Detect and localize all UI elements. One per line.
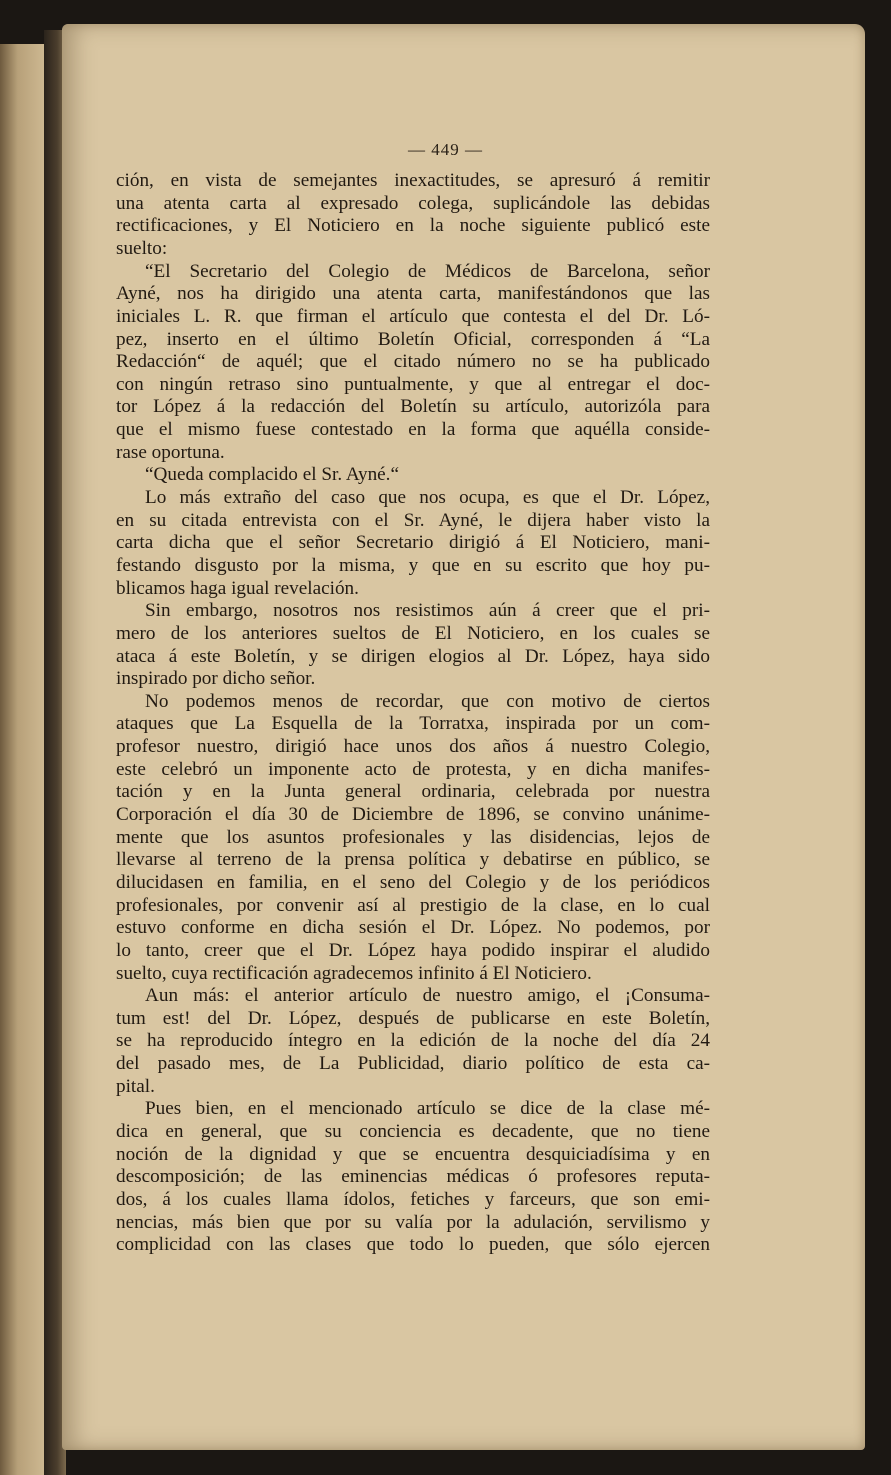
- text-line: carta dicha que el señor Secretario dirigió á El Noticiero, mani-: [116, 532, 710, 554]
- text-line: profesor nuestro, dirigió hace unos dos años á nuestro Colegio,: [116, 736, 710, 758]
- text-line: con ningún retraso sino puntualmente, y que al entregar el doc-: [116, 373, 710, 395]
- text-line: tación y en la Junta general ordinaria, celebrada por nuestra: [116, 781, 710, 803]
- text-line: No podemos menos de recordar, que con motivo de ciertos: [145, 690, 710, 712]
- text-line: mero de los anteriores sueltos de El Noticiero, en los cuales se: [116, 622, 710, 644]
- text-line: dilucidasen en familia, en el seno del Colegio y de los periódicos: [116, 871, 710, 893]
- text-line: rase oportuna.: [116, 441, 225, 463]
- text-line: tum est! del Dr. López, después de publicarse en este Boletín,: [116, 1007, 710, 1029]
- text-line: este celebró un imponente acto de protesta, y en dicha manifes-: [116, 758, 710, 780]
- text-line: dica en general, que su conciencia es decadente, que no tiene: [116, 1121, 710, 1143]
- text-line: tor López á la redacción del Boletín su artículo, autorizóla para: [116, 396, 710, 418]
- text-line: una atenta carta al expresado colega, suplicándole las debidas: [116, 192, 710, 214]
- previous-page-edge: [0, 44, 44, 1475]
- text-line: Aun más: el anterior artículo de nuestro amigo, el ¡Consuma-: [145, 985, 710, 1007]
- text-line: estuvo conforme en dicha sesión el Dr. López. No podemos, por: [116, 917, 710, 939]
- text-line: ataques que La Esquella de la Torratxa, inspirada por un com-: [116, 713, 710, 735]
- text-line: lo tanto, creer que el Dr. López haya podido inspirar el aludido: [116, 939, 710, 961]
- text-line: Pues bien, en el mencionado artículo se dice de la clase mé-: [145, 1098, 710, 1120]
- text-line: blicamos haga igual revelación.: [116, 577, 359, 599]
- text-line: noción de la dignidad y que se encuentra desquiciadísima y en: [116, 1143, 710, 1165]
- text-line: en su citada entrevista con el Sr. Ayné, le dijera haber visto la: [116, 509, 710, 531]
- text-line: que el mismo fuese contestado en la forma que aquélla conside-: [116, 419, 710, 441]
- text-line: mente que los asuntos profesionales y las disidencias, lejos de: [116, 826, 710, 848]
- text-line: “Queda complacido el Sr. Ayné.“: [145, 464, 399, 486]
- text-line: iniciales L. R. que firman el artículo que contesta el del Dr. Ló-: [116, 305, 710, 327]
- text-line: Lo más extraño del caso que nos ocupa, es que el Dr. López,: [145, 487, 710, 509]
- page-number: — 449 —: [408, 140, 483, 159]
- text-line: se ha reproducido íntegro en la edición de la noche del día 24: [116, 1030, 710, 1052]
- text-line: ción, en vista de semejantes inexactitudes, se apresuró á remitir: [116, 170, 710, 191]
- text-line: ataca á este Boletín, y se dirigen elogios al Dr. López, haya sido: [116, 645, 710, 667]
- text-line: suelto:: [116, 237, 168, 259]
- text-line: festando disgusto por la misma, y que en su escrito que hoy pu-: [116, 554, 710, 576]
- text-line: Ayné, nos ha dirigido una atenta carta, manifestándonos que las: [116, 283, 710, 305]
- text-line: suelto, cuya rectificación agradecemos infinito á El Noticiero.: [116, 962, 592, 984]
- text-line: Sin embargo, nosotros nos resistimos aún á creer que el pri-: [145, 600, 710, 622]
- text-line: del pasado mes, de La Publicidad, diario político de esta ca-: [116, 1053, 710, 1075]
- text-line: profesionales, por convenir así al prestigio de la clase, en lo cual: [116, 894, 710, 916]
- text-line: “El Secretario del Colegio de Médicos de Barcelona, señor: [145, 260, 710, 282]
- body-text: [116, 170, 710, 1257]
- text-line: Corporación el día 30 de Diciembre de 1896, se convino unánime-: [116, 804, 710, 826]
- text-line: nencias, más bien que por su valía por la adulación, servilismo y: [116, 1211, 710, 1233]
- text-line: rectificaciones, y El Noticiero en la noche siguiente publicó este: [116, 215, 710, 237]
- text-line: complicidad con las clases que todo lo pueden, que sólo ejercen: [116, 1234, 710, 1256]
- text-line: llevarse al terreno de la prensa política y debatirse en público, se: [116, 849, 710, 871]
- text-line: dos, á los cuales llama ídolos, fetiches y farceurs, que son emi-: [116, 1188, 710, 1210]
- text-line: pital.: [116, 1075, 155, 1097]
- text-line: inspirado por dicho señor.: [116, 668, 316, 690]
- text-line: Redacción“ de aquél; que el citado número no se ha publicado: [116, 351, 710, 373]
- text-line: pez, inserto en el último Boletín Oficial, corresponden á “La: [116, 328, 710, 350]
- text-line: descomposición; de las eminencias médicas ó profesores reputa-: [116, 1166, 710, 1188]
